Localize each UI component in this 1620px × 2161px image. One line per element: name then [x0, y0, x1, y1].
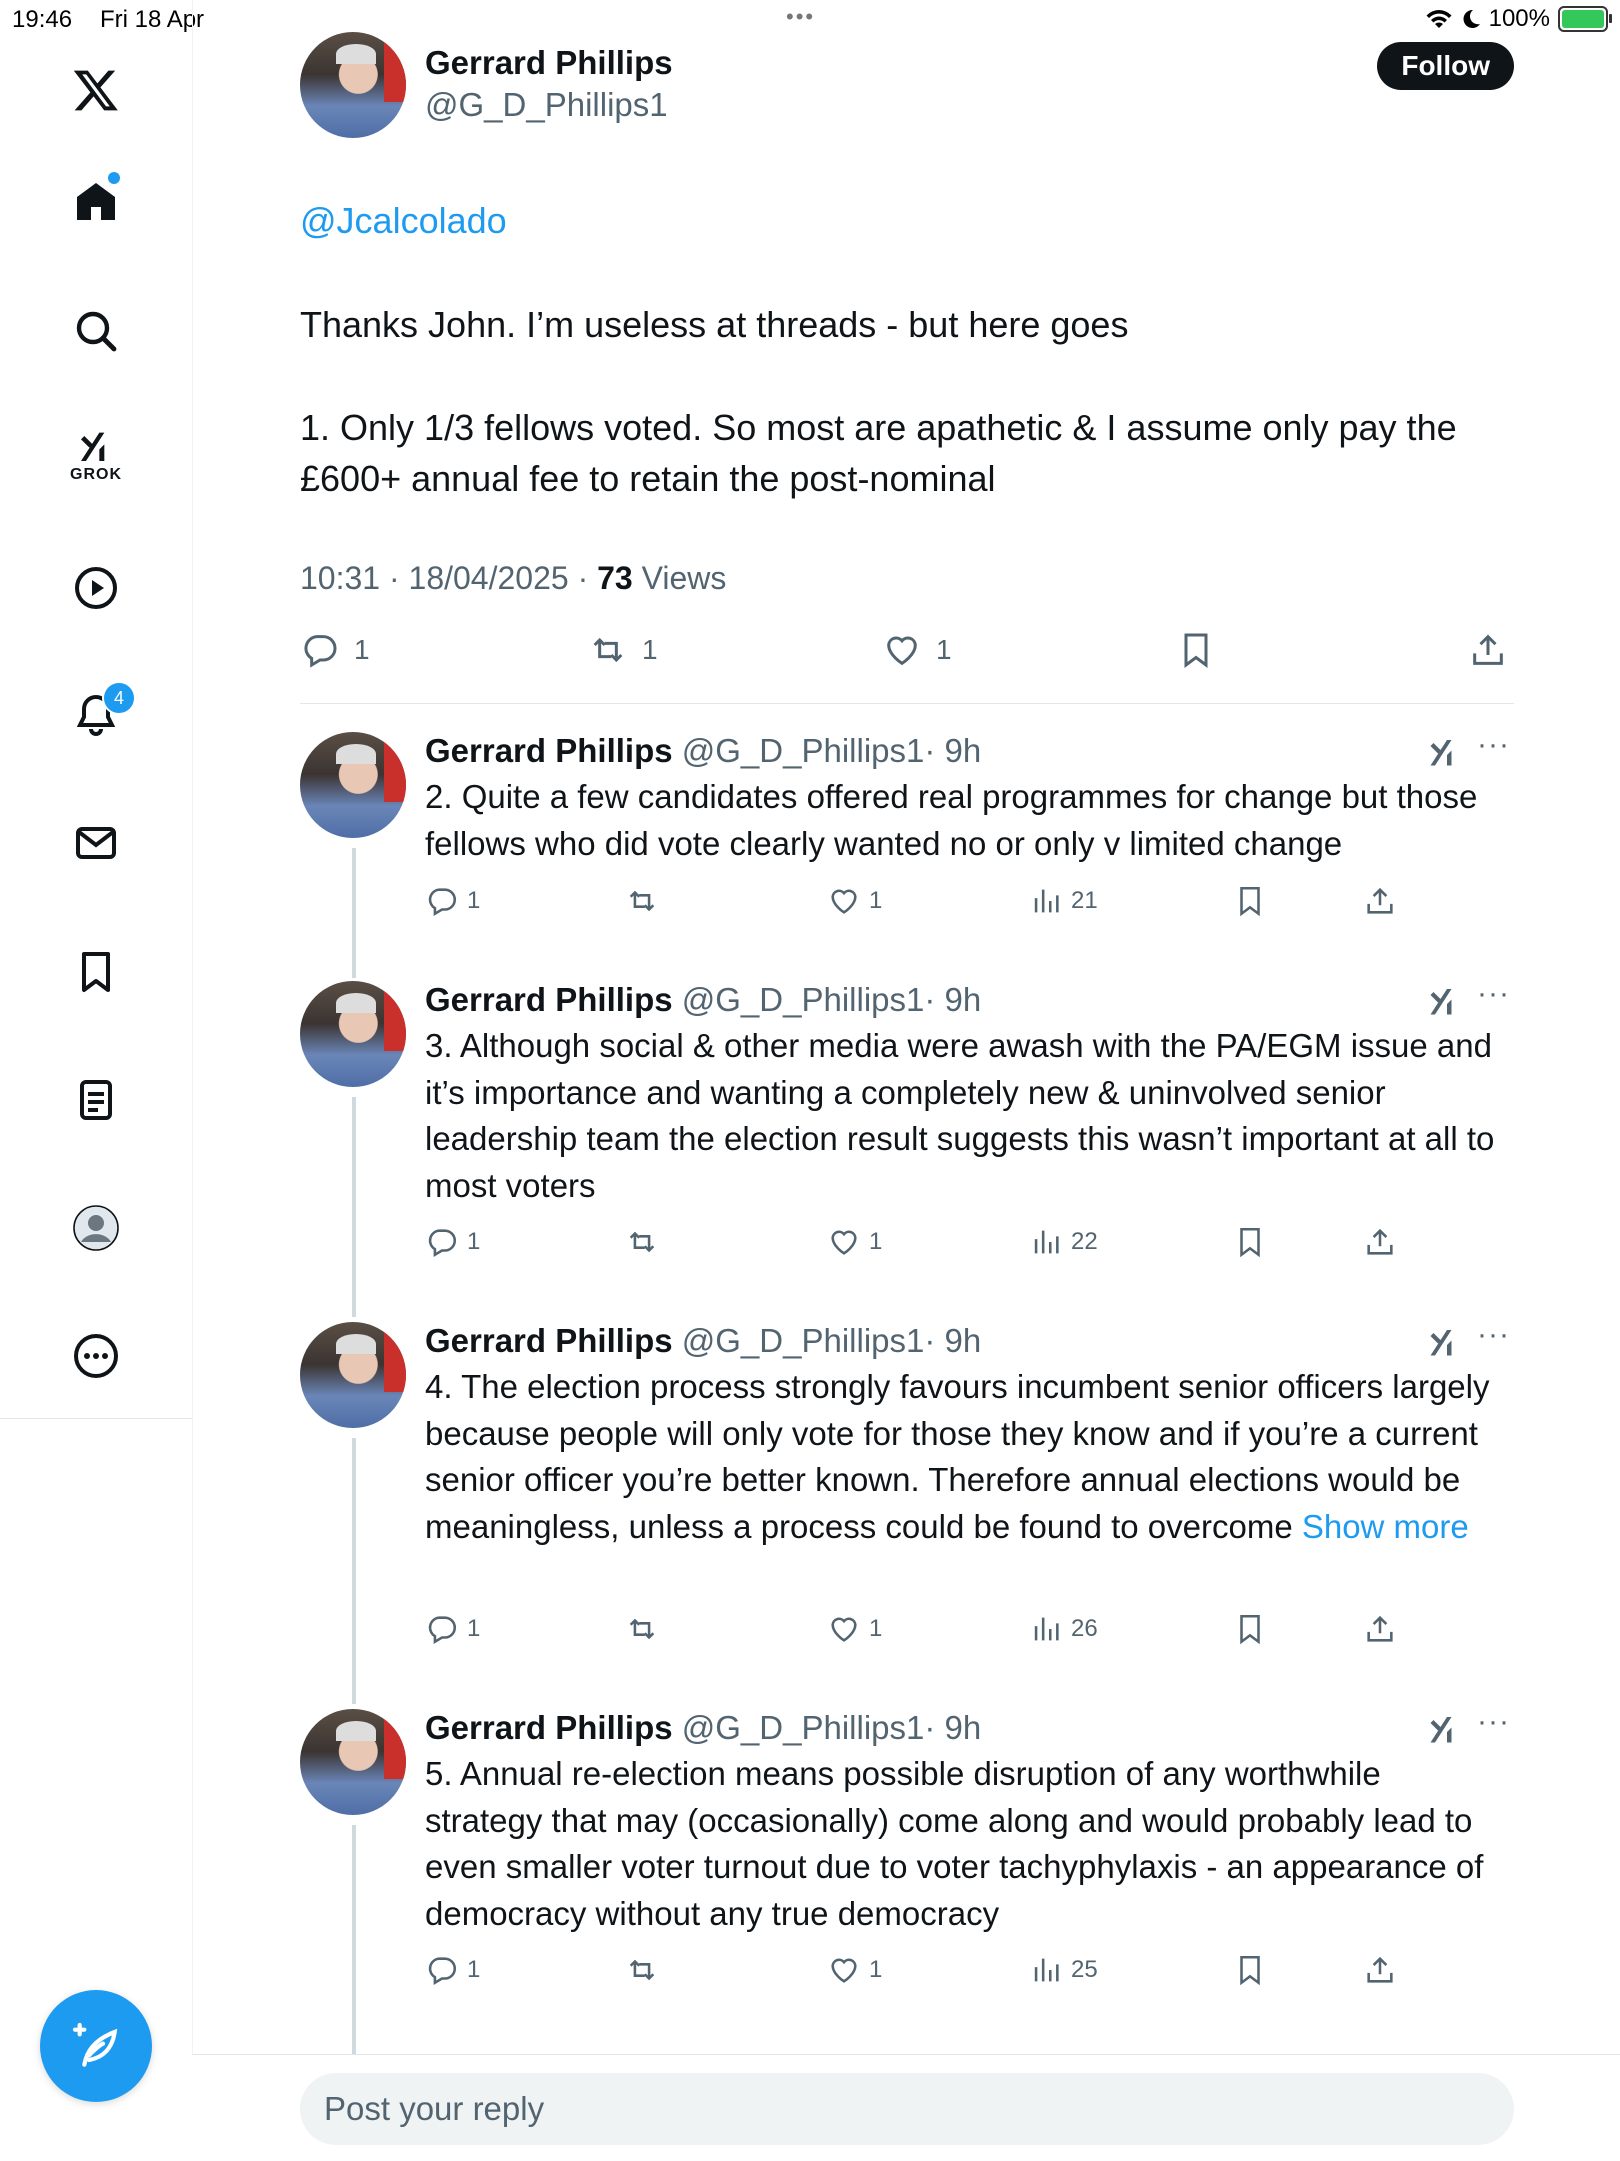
views-button[interactable]: [1029, 884, 1098, 918]
share-button[interactable]: [1468, 630, 1508, 670]
heart-icon: [882, 630, 922, 670]
heart-icon: [827, 1953, 861, 1987]
heart-icon: [827, 1612, 861, 1646]
tweet-text-line: £600+ annual fee to retain the post-nominal: [300, 458, 996, 499]
bookmark-button[interactable]: [1176, 630, 1216, 670]
repost-count: 1: [642, 634, 658, 665]
like-button[interactable]: [827, 884, 882, 918]
compose-icon: [68, 2018, 124, 2074]
author-handle[interactable]: @G_D_Phillips1: [425, 86, 668, 123]
reply-button[interactable]: [425, 884, 480, 918]
reply-author-name[interactable]: Gerrard Phillips: [425, 1322, 673, 1359]
notifications-icon[interactable]: [56, 675, 136, 755]
views-count: 73: [597, 560, 633, 596]
share-icon: [1363, 1953, 1397, 1987]
sidebar: [0, 0, 193, 2160]
battery-percent: 100%: [1488, 5, 1550, 32]
reply-author-handle[interactable]: @G_D_Phillips1: [681, 1322, 925, 1359]
views-count: 22: [1071, 1228, 1098, 1255]
reply-age: · 9h: [924, 1322, 982, 1359]
avatar[interactable]: [300, 981, 406, 1087]
notifications-badge: 4: [102, 681, 136, 715]
bookmark-button[interactable]: [1233, 1225, 1267, 1259]
views-label: Views: [632, 560, 727, 596]
more-options-icon[interactable]: ···: [1477, 1318, 1510, 1351]
share-icon: [1468, 630, 1508, 670]
tweet-timestamp[interactable]: 10:31 · 18/04/2025 ·: [300, 560, 598, 596]
sidebar-divider: [0, 1418, 192, 1419]
heart-icon: [827, 1225, 861, 1259]
repost-button[interactable]: [588, 630, 658, 670]
more-options-icon[interactable]: ···: [1477, 728, 1510, 761]
grok-icon[interactable]: [56, 415, 136, 495]
bookmark-icon: [1233, 1612, 1267, 1646]
reply-count: 1: [467, 1615, 481, 1642]
analytics-icon: [1029, 1953, 1063, 1987]
mention-link[interactable]: @Jcalcolado: [300, 200, 507, 241]
reply-input[interactable]: Post your reply: [300, 2073, 1514, 2145]
follow-button[interactable]: Follow: [1377, 42, 1514, 90]
multitasking-dots-icon[interactable]: •••: [786, 4, 816, 29]
wifi-icon: [1425, 8, 1453, 30]
reply-count: 1: [467, 1228, 481, 1255]
reply-icon: [425, 1612, 459, 1646]
thread-line: [352, 1097, 356, 1317]
avatar[interactable]: [300, 732, 406, 838]
reply-text: 5. Annual re-election means possible disruption of any worthwhile strategy that may (occasionally) come along and would probably lead to even smaller voter turnout due to voter tachyphylaxis - an appearance of democracy without any true democracy: [425, 1755, 1484, 1932]
thread-line: [352, 848, 356, 978]
reply-count: 1: [467, 1956, 481, 1983]
compose-button[interactable]: [40, 1990, 152, 2102]
reply-actions: [425, 1612, 1425, 1652]
profile-icon[interactable]: [56, 1188, 136, 1268]
battery-icon: [1558, 6, 1608, 32]
views-count: 25: [1071, 1956, 1098, 1983]
reply-age: · 9h: [924, 1709, 982, 1746]
views-button[interactable]: [1029, 1953, 1098, 1987]
grok-icon[interactable]: [1426, 1324, 1462, 1360]
bookmark-button[interactable]: [1233, 1953, 1267, 1987]
more-icon[interactable]: [56, 1316, 136, 1396]
reply-age: · 9h: [924, 981, 982, 1018]
status-date: Fri 18 Apr: [100, 6, 205, 33]
share-icon: [1363, 1225, 1397, 1259]
repost-icon: [625, 1953, 659, 1987]
reply-icon: [300, 630, 340, 670]
avatar[interactable]: [300, 1322, 406, 1428]
share-button[interactable]: [1363, 1953, 1397, 1987]
bookmark-icon: [1233, 884, 1267, 918]
tweet-meta: [300, 560, 726, 597]
repost-icon: [588, 630, 628, 670]
views-button[interactable]: [1029, 1612, 1098, 1646]
repost-icon: [625, 1225, 659, 1259]
reply-count: 1: [467, 887, 481, 914]
like-count: 1: [869, 1615, 883, 1642]
tweet-text-line: Thanks John. I’m useless at threads - but here goes: [300, 304, 1129, 345]
divider: [300, 703, 1514, 704]
reply-author-name[interactable]: Gerrard Phillips: [425, 732, 673, 769]
like-button[interactable]: [827, 1225, 882, 1259]
status-bar: [0, 0, 1620, 40]
moon-icon: [1461, 8, 1481, 30]
bookmark-button[interactable]: [1233, 884, 1267, 918]
analytics-icon: [1029, 1612, 1063, 1646]
reply-icon: [425, 1225, 459, 1259]
reply-author-handle[interactable]: @G_D_Phillips1: [681, 1709, 925, 1746]
thread-line: [352, 1438, 356, 1704]
like-button[interactable]: [827, 1612, 882, 1646]
reply-actions: [425, 884, 1425, 924]
reply-actions: [425, 1225, 1425, 1265]
share-button[interactable]: [1363, 1225, 1397, 1259]
views-count: 26: [1071, 1615, 1098, 1642]
reply-actions: [425, 1953, 1425, 1993]
repost-button[interactable]: [625, 884, 659, 918]
reply-author-handle[interactable]: @G_D_Phillips1: [681, 981, 925, 1018]
reply-button[interactable]: [300, 630, 370, 670]
tweet-text-line: 1. Only 1/3 fellows voted. So most are apathetic & I assume only pay the: [300, 407, 1457, 448]
video-icon[interactable]: [56, 548, 136, 628]
bookmark-button[interactable]: [1233, 1612, 1267, 1646]
search-icon[interactable]: [56, 291, 136, 371]
bookmark-icon: [1176, 630, 1216, 670]
home-new-dot: [108, 172, 120, 184]
share-icon: [1363, 1612, 1397, 1646]
tweet-actions: [300, 630, 1514, 680]
grok-icon[interactable]: [1426, 1711, 1462, 1747]
lists-icon[interactable]: [56, 1060, 136, 1140]
thread-line: [352, 1825, 356, 2055]
repost-icon: [625, 1612, 659, 1646]
like-count: 1: [869, 1228, 883, 1255]
like-button[interactable]: [827, 1953, 882, 1987]
reply-text: 2. Quite a few candidates offered real programmes for change but those fellows who did vote clearly wanted no or only v limited change: [425, 778, 1478, 862]
x-logo-icon[interactable]: [56, 50, 136, 130]
author-name[interactable]: Gerrard Phillips: [425, 44, 673, 81]
reply-icon: [425, 1953, 459, 1987]
more-options-icon[interactable]: ···: [1477, 977, 1510, 1010]
avatar[interactable]: [300, 1709, 406, 1815]
share-icon: [1363, 884, 1397, 918]
grok-icon[interactable]: [1426, 734, 1462, 770]
like-button[interactable]: [882, 630, 952, 670]
heart-icon: [827, 884, 861, 918]
reply-button[interactable]: [425, 1953, 480, 1987]
reply-text-body: 4. The election process strongly favours incumbent senior officers largely because people will only vote for those they know and if you’re a current senior officer you’re better known. Therefore annual elections would be meaningless, unless a process could be found to overcome: [425, 1368, 1490, 1545]
like-count: 1: [936, 634, 952, 665]
bookmark-icon: [1233, 1953, 1267, 1987]
reply-text: 3. Although social & other media were awash with the PA/EGM issue and it’s importance and wanting a completely new & uninvolved senior leadership team the election result suggests this wasn’t important at all to most voters: [425, 1027, 1495, 1204]
bookmark-icon: [1233, 1225, 1267, 1259]
views-count: 21: [1071, 887, 1098, 914]
repost-button[interactable]: [625, 1225, 659, 1259]
reply-icon: [425, 884, 459, 918]
reply-button[interactable]: [425, 1225, 480, 1259]
reply-text: [425, 1364, 1505, 1550]
share-button[interactable]: [1363, 884, 1397, 918]
repost-icon: [625, 884, 659, 918]
reply-author-handle[interactable]: @G_D_Phillips1: [681, 732, 925, 769]
grok-label: GROK: [70, 466, 122, 483]
show-more-link[interactable]: Show more: [1301, 1507, 1469, 1545]
reply-composer-bar: [192, 2054, 1620, 2161]
status-time: 19:46: [12, 6, 73, 33]
share-button[interactable]: [1363, 1612, 1397, 1646]
like-count: 1: [869, 1956, 883, 1983]
avatar[interactable]: [300, 32, 406, 138]
more-options-icon[interactable]: ···: [1477, 1705, 1510, 1738]
reply-author-name[interactable]: Gerrard Phillips: [425, 1709, 673, 1746]
analytics-icon: [1029, 1225, 1063, 1259]
reply-author-name[interactable]: Gerrard Phillips: [425, 981, 673, 1018]
repost-button[interactable]: [625, 1612, 659, 1646]
reply-age: · 9h: [924, 732, 982, 769]
repost-button[interactable]: [625, 1953, 659, 1987]
bookmarks-icon[interactable]: [56, 932, 136, 1012]
views-button[interactable]: [1029, 1225, 1098, 1259]
reply-count: 1: [354, 634, 370, 665]
like-count: 1: [869, 887, 883, 914]
analytics-icon: [1029, 884, 1063, 918]
grok-icon[interactable]: [1426, 983, 1462, 1019]
home-icon[interactable]: [56, 162, 136, 242]
reply-button[interactable]: [425, 1612, 480, 1646]
messages-icon[interactable]: [56, 803, 136, 883]
